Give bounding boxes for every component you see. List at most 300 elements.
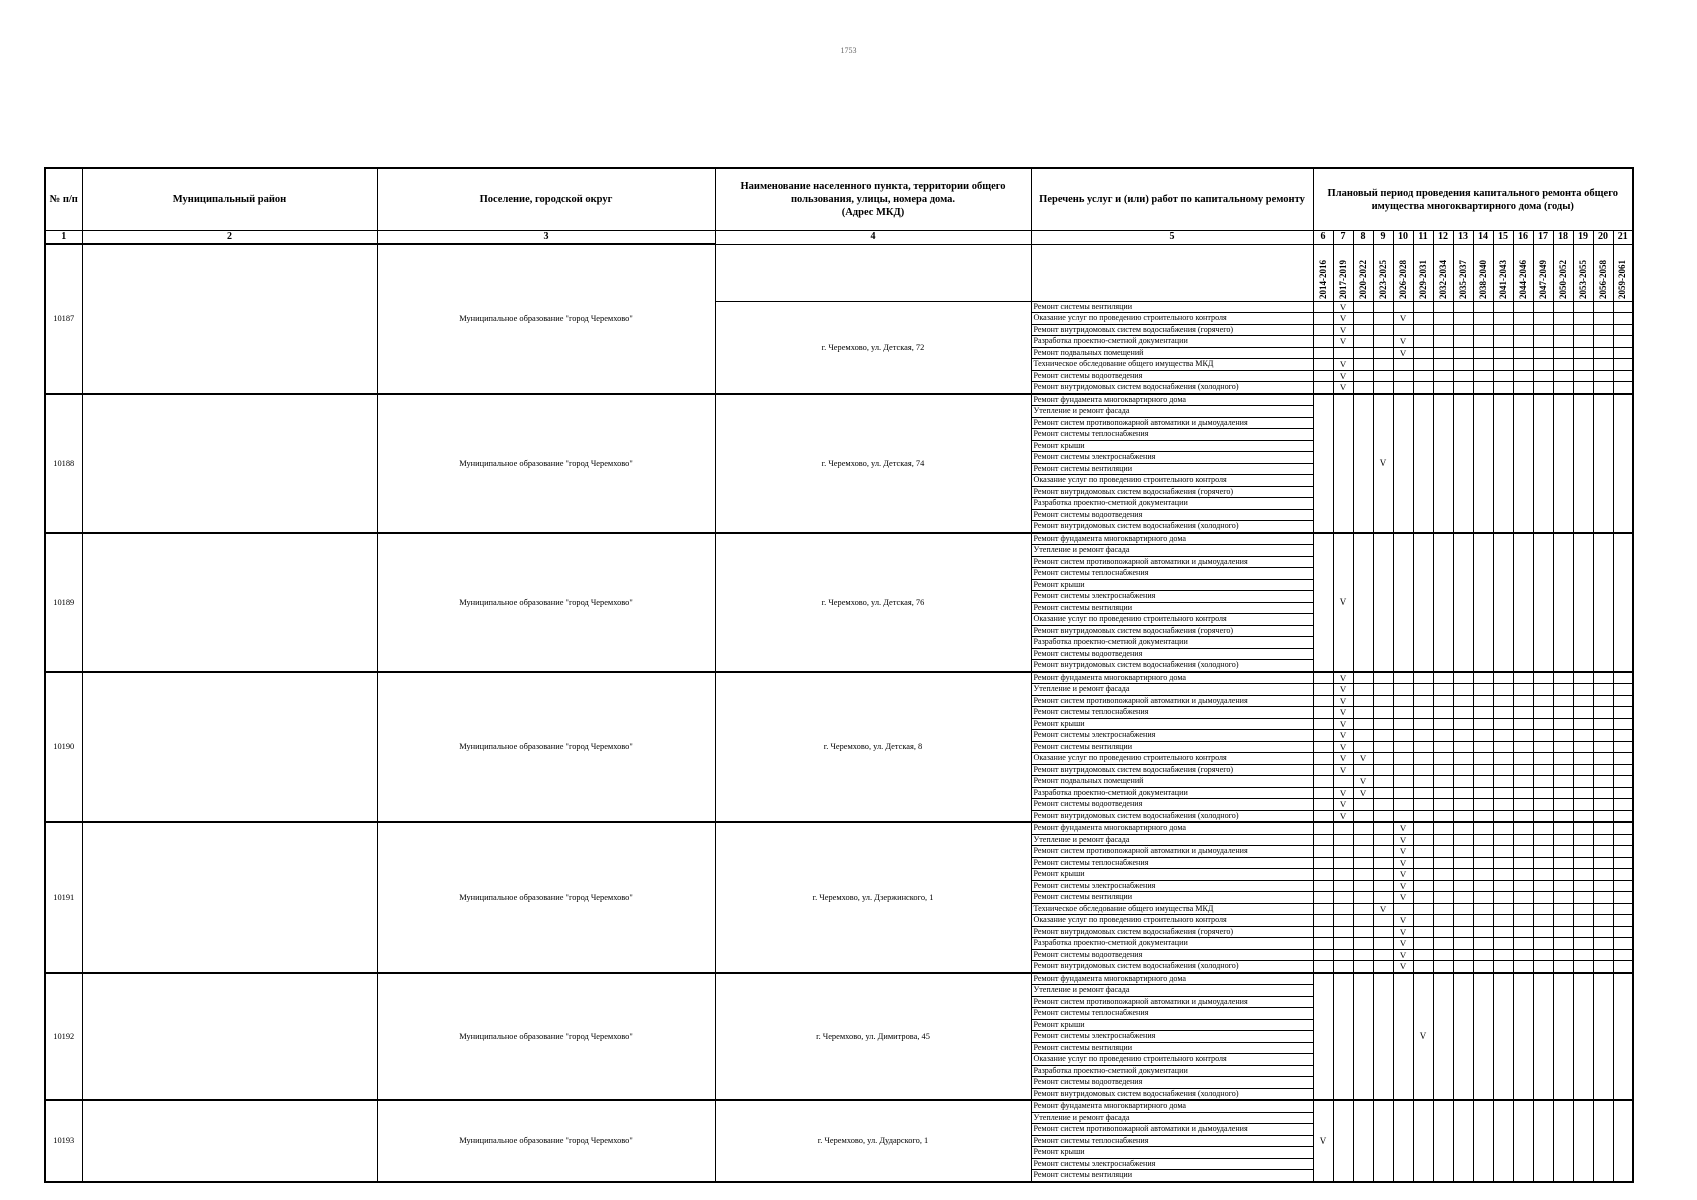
period-cell — [1613, 695, 1633, 707]
period-cell — [1613, 892, 1633, 904]
year-heading-cell — [1493, 244, 1513, 301]
year-heading-cell — [1333, 244, 1353, 301]
period-cell — [1393, 799, 1413, 811]
period-cell — [1473, 336, 1493, 348]
period-cell — [1473, 313, 1493, 325]
period-cell — [1553, 753, 1573, 765]
service-item: Ремонт системы теплоснабжения — [1031, 857, 1313, 869]
period-cell — [1413, 301, 1433, 313]
header-row — [45, 168, 1633, 231]
period-cell — [1513, 915, 1533, 927]
period-cell — [1453, 684, 1473, 696]
period-cell — [1433, 892, 1453, 904]
period-cell — [1433, 938, 1453, 950]
period-cell — [1353, 822, 1373, 834]
period-cell — [1513, 1100, 1533, 1182]
service-item: Разработка проектно-сметной документации — [1031, 787, 1313, 799]
period-cell — [1553, 741, 1573, 753]
period-cell — [1353, 926, 1373, 938]
period-cell — [1413, 707, 1433, 719]
period-cell — [1493, 949, 1513, 961]
row-number: 10193 — [45, 1100, 82, 1182]
period-cell — [1313, 741, 1333, 753]
period-cell — [1353, 961, 1373, 973]
period-cell — [1553, 776, 1573, 788]
period-cell — [1473, 903, 1493, 915]
period-cell — [1553, 949, 1573, 961]
column-number: 15 — [1493, 231, 1513, 245]
service-item: Ремонт системы вентиляции — [1031, 301, 1313, 313]
period-cell — [1333, 394, 1353, 533]
period-cell — [1393, 672, 1413, 684]
service-item: Утепление и ремонт фасада — [1031, 406, 1313, 418]
period-cell — [1513, 764, 1533, 776]
service-item: Утепление и ремонт фасада — [1031, 545, 1313, 557]
period-cell — [1393, 533, 1413, 672]
period-cell — [1333, 880, 1353, 892]
period-cell — [1573, 926, 1593, 938]
period-cell — [1353, 672, 1373, 684]
service-item: Ремонт системы вентиляции — [1031, 1170, 1313, 1182]
period-cell — [1553, 810, 1573, 822]
period-cell — [1453, 382, 1473, 394]
period-cell — [1613, 915, 1633, 927]
district-cell — [82, 672, 377, 823]
period-mark: V — [1393, 846, 1413, 858]
period-cell — [1473, 787, 1493, 799]
service-item: Ремонт системы водоотведения — [1031, 799, 1313, 811]
period-cell — [1613, 347, 1633, 359]
period-cell — [1493, 394, 1513, 533]
period-cell — [1373, 787, 1393, 799]
period-cell — [1313, 892, 1333, 904]
period-cell — [1553, 359, 1573, 371]
period-cell — [1573, 336, 1593, 348]
year-heading-cell — [1393, 244, 1413, 301]
period-cell — [1353, 707, 1373, 719]
period-cell — [1493, 1100, 1513, 1182]
period-cell — [1353, 857, 1373, 869]
period-cell — [1433, 359, 1453, 371]
period-cell — [1453, 880, 1473, 892]
period-cell — [1453, 846, 1473, 858]
period-cell — [1453, 810, 1473, 822]
period-cell — [1533, 382, 1553, 394]
period-mark: V — [1333, 382, 1353, 394]
period-cell — [1553, 834, 1573, 846]
period-cell — [1413, 533, 1433, 672]
period-cell — [1313, 787, 1333, 799]
period-cell — [1393, 370, 1413, 382]
period-cell — [1593, 324, 1613, 336]
period-cell — [1433, 313, 1453, 325]
period-cell — [1353, 382, 1373, 394]
period-cell — [1413, 359, 1433, 371]
period-cell — [1373, 684, 1393, 696]
period-cell — [1613, 336, 1633, 348]
period-cell — [1373, 857, 1393, 869]
period-cell — [1433, 764, 1453, 776]
period-cell — [1573, 764, 1593, 776]
period-cell — [1593, 707, 1613, 719]
period-cell — [1393, 903, 1413, 915]
service-item: Ремонт фундамента многоквартирного дома — [1031, 672, 1313, 684]
period-cell — [1313, 394, 1333, 533]
period-cell — [1433, 869, 1453, 881]
address-cell: г. Черемхово, ул. Детская, 72 — [715, 301, 1031, 394]
period-cell — [1493, 324, 1513, 336]
period-cell — [1413, 799, 1433, 811]
period-cell — [1593, 880, 1613, 892]
period-mark: V — [1393, 336, 1413, 348]
period-cell — [1413, 892, 1433, 904]
period-cell — [1573, 301, 1593, 313]
period-cell — [1553, 370, 1573, 382]
period-cell — [1533, 1100, 1553, 1182]
period-cell — [1553, 961, 1573, 973]
period-cell — [1353, 846, 1373, 858]
period-mark: V — [1393, 822, 1413, 834]
period-cell — [1453, 973, 1473, 1101]
period-cell — [1453, 741, 1473, 753]
period-mark: V — [1393, 949, 1413, 961]
period-cell — [1613, 880, 1633, 892]
period-cell — [1373, 764, 1393, 776]
period-cell — [1573, 892, 1593, 904]
period-cell — [1393, 718, 1413, 730]
period-cell — [1433, 533, 1453, 672]
period-cell — [1393, 382, 1413, 394]
period-cell — [1573, 938, 1593, 950]
period-cell — [1373, 336, 1393, 348]
period-cell — [1513, 787, 1533, 799]
period-cell — [1433, 915, 1453, 927]
period-cell — [1413, 949, 1433, 961]
period-cell — [1473, 672, 1493, 684]
period-cell — [1413, 382, 1433, 394]
period-cell — [1533, 313, 1553, 325]
period-cell — [1353, 810, 1373, 822]
period-cell — [1513, 973, 1533, 1101]
year-heading-row — [45, 244, 1633, 301]
service-item: Оказание услуг по проведению строительного контроля — [1031, 1054, 1313, 1066]
period-cell — [1393, 324, 1413, 336]
service-item: Ремонт системы электроснабжения — [1031, 1031, 1313, 1043]
period-cell — [1353, 1100, 1373, 1182]
period-cell — [1453, 730, 1473, 742]
period-mark: V — [1333, 324, 1353, 336]
header-address-main: Наименование населенного пункта, территории общего пользования, улицы, номера дома. — [740, 181, 1006, 205]
period-cell — [1373, 892, 1393, 904]
period-cell — [1533, 834, 1553, 846]
period-cell — [1413, 903, 1433, 915]
period-cell — [1373, 313, 1393, 325]
period-cell — [1493, 313, 1513, 325]
period-cell — [1473, 718, 1493, 730]
period-cell — [1613, 301, 1633, 313]
period-cell — [1353, 892, 1373, 904]
period-cell — [1353, 869, 1373, 881]
period-cell — [1533, 822, 1553, 834]
period-cell — [1453, 301, 1473, 313]
period-cell — [1493, 370, 1513, 382]
period-cell — [1553, 880, 1573, 892]
period-cell — [1493, 915, 1513, 927]
period-cell — [1473, 949, 1493, 961]
service-item: Ремонт системы водоотведения — [1031, 648, 1313, 660]
period-cell — [1313, 799, 1333, 811]
period-cell — [1593, 764, 1613, 776]
period-cell — [1593, 394, 1613, 533]
column-number: 17 — [1533, 231, 1553, 245]
service-item: Ремонт системы электроснабжения — [1031, 730, 1313, 742]
service-item: Оказание услуг по проведению строительного контроля — [1031, 475, 1313, 487]
period-cell — [1573, 313, 1593, 325]
period-cell — [1533, 394, 1553, 533]
period-cell — [1573, 672, 1593, 684]
period-cell — [1593, 730, 1613, 742]
period-cell — [1453, 834, 1473, 846]
period-cell — [1453, 961, 1473, 973]
period-cell — [1533, 730, 1553, 742]
period-cell — [1373, 915, 1393, 927]
capital-repair-table — [44, 167, 1634, 1183]
period-cell — [1553, 938, 1573, 950]
period-cell — [1413, 394, 1433, 533]
period-cell — [1353, 347, 1373, 359]
period-cell — [1453, 336, 1473, 348]
period-cell — [1373, 810, 1393, 822]
period-cell — [1613, 753, 1633, 765]
year-heading-cell — [1413, 244, 1433, 301]
period-cell — [1353, 301, 1373, 313]
period-cell — [1553, 533, 1573, 672]
period-cell — [1533, 903, 1553, 915]
period-cell — [1433, 926, 1453, 938]
header-services: Перечень услуг и (или) работ по капитальному ремонту — [1031, 168, 1313, 231]
period-cell — [1593, 892, 1613, 904]
period-cell — [1393, 394, 1413, 533]
period-cell — [1353, 394, 1373, 533]
header-address-sub: (Адрес МКД) — [841, 207, 905, 218]
period-cell — [1533, 949, 1553, 961]
period-cell — [1413, 834, 1433, 846]
service-item: Техническое обследование общего имущества МКД — [1031, 359, 1313, 371]
period-cell — [1393, 684, 1413, 696]
period-cell — [1513, 880, 1533, 892]
column-number: 8 — [1353, 231, 1373, 245]
period-cell — [1353, 313, 1373, 325]
period-cell — [1533, 926, 1553, 938]
period-cell — [1613, 707, 1633, 719]
district-cell — [82, 533, 377, 672]
column-number: 16 — [1513, 231, 1533, 245]
period-cell — [1473, 799, 1493, 811]
period-cell — [1533, 695, 1553, 707]
period-cell — [1433, 347, 1453, 359]
service-item: Ремонт внутридомовых систем водоснабжения (холодного) — [1031, 810, 1313, 822]
period-cell — [1353, 834, 1373, 846]
period-cell — [1333, 1100, 1353, 1182]
period-cell — [1473, 347, 1493, 359]
year-heading-cell — [1353, 244, 1373, 301]
period-cell — [1413, 370, 1433, 382]
period-cell — [1553, 394, 1573, 533]
period-cell — [1453, 799, 1473, 811]
period-cell — [1533, 301, 1553, 313]
period-cell — [1493, 846, 1513, 858]
period-mark: V — [1333, 370, 1353, 382]
period-cell — [1553, 764, 1573, 776]
service-item: Оказание услуг по проведению строительного контроля — [1031, 313, 1313, 325]
period-mark: V — [1353, 753, 1373, 765]
year-heading-cell — [1473, 244, 1493, 301]
period-cell — [1513, 822, 1533, 834]
year-heading: 2047-2049 — [1537, 259, 1548, 299]
period-cell — [1553, 857, 1573, 869]
period-cell — [1573, 718, 1593, 730]
period-cell — [1393, 810, 1413, 822]
period-cell — [1573, 880, 1593, 892]
period-cell — [1593, 684, 1613, 696]
service-item: Ремонт системы вентиляции — [1031, 892, 1313, 904]
settlement-cell: Муниципальное образование "город Черемхово" — [377, 533, 715, 672]
year-heading: 2026-2028 — [1397, 259, 1408, 299]
period-cell — [1613, 741, 1633, 753]
period-cell — [1513, 834, 1533, 846]
period-cell — [1533, 869, 1553, 881]
service-item: Ремонт системы вентиляции — [1031, 1042, 1313, 1054]
period-cell — [1413, 776, 1433, 788]
column-number: 3 — [377, 231, 715, 245]
period-cell — [1553, 672, 1573, 684]
service-item: Ремонт крыши — [1031, 1019, 1313, 1031]
period-cell — [1493, 753, 1513, 765]
year-heading: 2044-2046 — [1517, 259, 1528, 299]
period-cell — [1493, 730, 1513, 742]
service-item: Ремонт системы электроснабжения — [1031, 880, 1313, 892]
row-number: 10189 — [45, 533, 82, 672]
period-cell — [1573, 695, 1593, 707]
period-cell — [1333, 846, 1353, 858]
period-cell — [1553, 915, 1573, 927]
period-mark: V — [1333, 810, 1353, 822]
period-cell — [1313, 313, 1333, 325]
period-cell — [1433, 949, 1453, 961]
period-cell — [1413, 961, 1433, 973]
period-cell — [1513, 799, 1533, 811]
district-cell — [82, 244, 377, 394]
period-cell — [1533, 359, 1553, 371]
period-cell — [1533, 915, 1553, 927]
period-mark: V — [1333, 359, 1353, 371]
period-cell — [1453, 672, 1473, 684]
period-cell — [1553, 336, 1573, 348]
period-cell — [1313, 857, 1333, 869]
period-cell — [1333, 347, 1353, 359]
period-cell — [1313, 533, 1333, 672]
period-cell — [1553, 926, 1573, 938]
service-item: Оказание услуг по проведению строительного контроля — [1031, 753, 1313, 765]
period-cell — [1313, 903, 1333, 915]
district-cell — [82, 394, 377, 533]
period-mark: V — [1353, 787, 1373, 799]
period-cell — [1353, 973, 1373, 1101]
period-cell — [1613, 822, 1633, 834]
period-cell — [1313, 938, 1333, 950]
period-cell — [1593, 822, 1613, 834]
period-cell — [1353, 741, 1373, 753]
period-cell — [1573, 787, 1593, 799]
period-cell — [1533, 672, 1553, 684]
period-mark: V — [1333, 533, 1353, 672]
period-cell — [1453, 915, 1473, 927]
period-cell — [1573, 846, 1593, 858]
period-cell — [1333, 822, 1353, 834]
service-item: Разработка проектно-сметной документации — [1031, 336, 1313, 348]
period-cell — [1313, 869, 1333, 881]
period-cell — [1573, 359, 1593, 371]
period-cell — [1353, 718, 1373, 730]
address-cell: г. Черемхово, ул. Детская, 8 — [715, 672, 1031, 823]
period-cell — [1513, 926, 1533, 938]
period-cell — [1353, 359, 1373, 371]
period-cell — [1373, 695, 1393, 707]
period-cell — [1333, 869, 1353, 881]
period-mark: V — [1393, 834, 1413, 846]
period-cell — [1393, 707, 1413, 719]
period-cell — [1473, 753, 1493, 765]
period-cell — [1333, 961, 1353, 973]
column-number: 18 — [1553, 231, 1573, 245]
period-cell — [1373, 869, 1393, 881]
period-mark: V — [1393, 915, 1413, 927]
period-mark: V — [1393, 880, 1413, 892]
service-item: Ремонт системы электроснабжения — [1031, 452, 1313, 464]
period-cell — [1353, 370, 1373, 382]
period-cell — [1453, 892, 1473, 904]
period-cell — [1573, 324, 1593, 336]
period-cell — [1453, 695, 1473, 707]
period-cell — [1573, 857, 1593, 869]
period-cell — [1613, 730, 1633, 742]
services-spacer — [1031, 244, 1313, 301]
period-cell — [1613, 938, 1633, 950]
period-cell — [1573, 1100, 1593, 1182]
period-cell — [1313, 336, 1333, 348]
service-item: Разработка проектно-сметной документации — [1031, 637, 1313, 649]
period-cell — [1473, 834, 1493, 846]
period-cell — [1313, 718, 1333, 730]
period-cell — [1453, 313, 1473, 325]
period-cell — [1433, 695, 1453, 707]
period-cell — [1533, 776, 1553, 788]
service-item: Ремонт системы водоотведения — [1031, 509, 1313, 521]
period-cell — [1473, 730, 1493, 742]
period-cell — [1473, 776, 1493, 788]
year-heading: 2032-2034 — [1437, 259, 1448, 299]
service-item: Ремонт внутридомовых систем водоснабжения (горячего) — [1031, 486, 1313, 498]
period-cell — [1353, 938, 1373, 950]
period-cell — [1313, 684, 1333, 696]
period-cell — [1373, 347, 1393, 359]
period-cell — [1613, 684, 1633, 696]
period-cell — [1333, 926, 1353, 938]
year-heading-cell — [1533, 244, 1553, 301]
period-cell — [1413, 741, 1433, 753]
period-cell — [1493, 822, 1513, 834]
period-cell — [1413, 324, 1433, 336]
